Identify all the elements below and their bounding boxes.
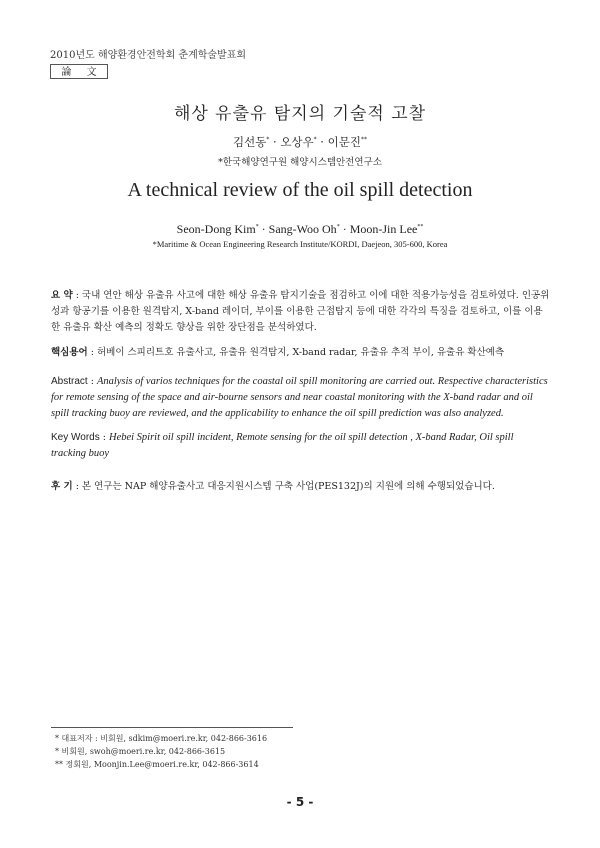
author-1-ko-mark: *: [266, 136, 270, 144]
author-separator: ·: [316, 135, 328, 149]
author-1-ko: 김선동: [233, 135, 267, 149]
summary-text: : 국내 연안 해상 유출유 사고에 대한 해상 유출유 탐지기술을 점검하고 이에 대한 적용가능성을 검토하였다. 인공위성과 항공기를 이용한 원격탐지, X-band 레이더, 부이를 이용한 근접탐지 등에 대한 각각의 특징을 검토하고, 이를 이용한 유출유 확산 예측의 정확도 향상을 위한 장단점을 분석하였다.: [51, 290, 550, 333]
acknowledgement-label: 후 기: [51, 481, 73, 492]
footnote-divider: [51, 727, 293, 728]
abstract-separator: :: [87, 376, 97, 387]
title-english: A technical review of the oil spill detection: [127, 179, 473, 201]
author-2-en: Sang-Woo Oh: [268, 222, 337, 236]
summary-section: [51, 288, 551, 336]
conference-header: 2010년도 해양환경안전학회 춘계학술발표회: [50, 50, 247, 61]
paper-type-label: 論 文: [50, 64, 108, 79]
footnote-2: * 비회원, swoh@moeri.re.kr, 042-866-3615: [55, 747, 226, 756]
page-number: - 5 -: [286, 795, 314, 809]
keywords-english-separator: :: [99, 432, 109, 443]
author-3-ko-mark: **: [360, 136, 367, 144]
author-2-ko-mark: *: [313, 136, 317, 144]
author-1-en: Seon-Dong Kim: [176, 222, 256, 236]
keywords-english-label: Key Words: [51, 432, 100, 443]
affiliation-english: *Maritime & Ocean Engineering Research Institute/KORDI, Daejeon, 305-600, Korea: [152, 239, 448, 249]
author-3-ko: 이문진: [327, 135, 361, 149]
summary-label: 요 약: [51, 290, 73, 301]
footnote-3: ** 정회원, Moonjin.Lee@moeri.re.kr, 042-866-3614: [55, 760, 259, 769]
authors-english: [0, 222, 600, 237]
keywords-english-text: Hebei Spirit oil spill incident, Remote sensing for the oil spill detection , X-band Radar, Oil spill tracking buoy: [51, 432, 514, 459]
author-separator: ·: [269, 135, 281, 149]
footnote-1: * 대표저자 : 비회원, sdkim@moeri.re.kr, 042-866-3616: [55, 734, 268, 743]
author-separator: ·: [339, 222, 350, 236]
keywords-english-section: [51, 430, 551, 462]
abstract-section: [51, 374, 551, 422]
acknowledgement-section: [51, 479, 551, 495]
abstract-label: Abstract: [51, 376, 88, 387]
keywords-korean-section: [51, 345, 551, 361]
author-2-ko: 오상우: [280, 135, 314, 149]
author-3-en-mark: **: [417, 224, 424, 230]
author-1-en-mark: *: [255, 224, 259, 230]
author-separator: ·: [258, 222, 269, 236]
abstract-text: Analysis of varios techniques for the coastal oil spill monitoring are carried out. Respective characteristics for remote sensing of the space and air-bourne sensors and near coastal monitoring with the X-band radar and oil spill tracking buoy are reviewed, and the applicability to enhance the oil spill prediction was also analyzed.: [51, 376, 548, 419]
keywords-korean-text: : 허베이 스피리트호 유출사고, 유출유 원격탐지, X-band radar, 유출유 추적 부이, 유출유 확산예측: [87, 347, 505, 358]
authors-korean: [0, 134, 600, 150]
keywords-korean-label: 핵심용어: [51, 347, 88, 358]
author-3-en: Moon-Jin Lee: [349, 222, 418, 236]
affiliation-korean: *한국해양연구원 해양시스템안전연구소: [218, 157, 382, 168]
author-2-en-mark: *: [336, 224, 340, 230]
acknowledgement-text: : 본 연구는 NAP 해양유출사고 대응지원시스템 구축 사업(PES132J)의 지원에 의해 수행되었습니다.: [72, 481, 495, 492]
title-korean: 해상 유출유 탐지의 기술적 고찰: [173, 104, 427, 124]
